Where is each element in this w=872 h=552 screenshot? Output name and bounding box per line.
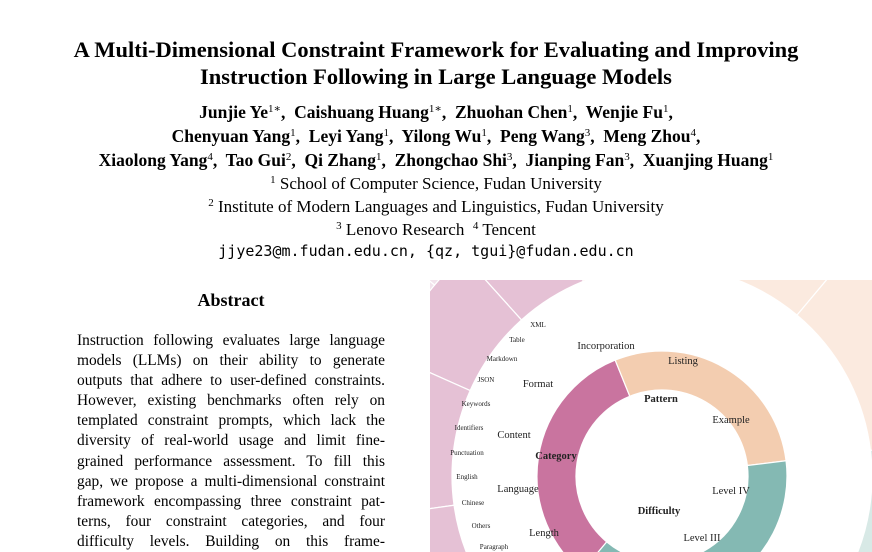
author-sup: 3	[506, 151, 513, 163]
author-list	[0, 100, 872, 172]
author-sup: 3	[584, 127, 591, 139]
author-sup: 1	[383, 127, 389, 139]
label-format: Format	[522, 379, 554, 390]
author-name: Leyi Yang	[308, 126, 384, 146]
author-sup: 4	[690, 127, 696, 139]
abstract-line: terns, four constraint categories, and four	[77, 512, 385, 530]
author-name: Zhuohan Chen	[454, 102, 568, 122]
author-name: Tao Gui	[225, 150, 286, 170]
paper-title	[0, 36, 872, 90]
label-example: Example	[712, 415, 750, 426]
title-line-2: Instruction Following in Large Language Models	[200, 64, 672, 89]
author-line-1: Junjie $Ye^{1∗}$, Caishuang Huang$^{1∗}$, Zhuohan Chen$^1$, Wenjie Fu$^1$,	[199, 102, 673, 122]
author-sup: 1∗	[268, 103, 282, 115]
author-sup: 1	[662, 103, 669, 115]
label-keywords: Keywords	[461, 400, 491, 408]
author-line-2: Chenyuan Yang$^1$, Leyi Yang$^1$, Yilong Wu$^1$, Peng Wang$^3$, Meng Zhou$^4$,	[171, 126, 701, 146]
abstract-line: Instruction following evaluates large language	[77, 332, 385, 349]
wedge-example	[797, 280, 872, 450]
author-name: Xiaolong Yang	[98, 150, 208, 170]
constraint-sunburst-figure	[430, 280, 872, 552]
label-identifiers: Identifiers	[454, 424, 484, 432]
sunburst-labels	[450, 321, 750, 551]
label-length: Length	[529, 528, 559, 539]
author-name: Wenjie Fu	[585, 102, 663, 122]
author-name: Meng Zhou	[603, 126, 691, 146]
author-name: Zhongchao Shi	[394, 150, 507, 170]
author-sup: 1	[767, 151, 774, 163]
author-sup: 1	[567, 103, 573, 115]
author-sup: 1	[375, 151, 382, 163]
label-table: Table	[509, 336, 525, 344]
affiliation-1: $^1$ School of Computer Science, Fudan University	[270, 174, 602, 193]
author-line-3: Xiaolong Yang$^4$, Tao Gui$^2$, Qi Zhang$^1$, Zhongchao Shi$^3$, Jianping Fan$^3$, Xuanjing Huang$^1$	[98, 150, 774, 170]
author-sup: 1	[290, 127, 296, 139]
author-name: Xuanjing Huang	[642, 150, 768, 170]
abstract-line: However, existing benchmarks often rely on	[77, 392, 385, 410]
author-sup: 1∗	[428, 103, 442, 115]
label-punctuation: Punctuation	[450, 449, 484, 457]
author-sup: 1	[481, 127, 487, 139]
author-name: Caishuang Huang	[294, 102, 429, 122]
label-english: English	[456, 473, 478, 481]
wedge-pattern	[615, 351, 786, 466]
affiliation-3-4: $^3$ Lenovo Research $^4$ Tencent	[336, 220, 536, 239]
abstract-line: gap, we propose a multi-dimensional constraint	[77, 472, 385, 490]
title-line-1: A Multi-Dimensional Constraint Framework for Evaluating and Improving	[73, 37, 799, 62]
abstract-body	[77, 331, 385, 552]
abstract-line: models (LLMs) on their ability to generate	[77, 352, 385, 370]
label-xml: XML	[530, 321, 546, 329]
label-pattern: Pattern	[644, 394, 678, 405]
author-name: Jianping Fan	[525, 150, 625, 170]
author-name: Qi Zhang	[304, 150, 376, 170]
label-category: Category	[535, 451, 577, 462]
author-sup: 3	[624, 151, 630, 163]
label-content: Content	[497, 430, 531, 441]
label-others: Others	[471, 522, 491, 530]
affiliation-list	[0, 172, 872, 241]
label-level-3: Level III	[683, 533, 721, 544]
author-name: Peng Wang	[500, 126, 585, 146]
affiliation-2: $^2$ Institute of Modern Languages and Linguistics, Fudan University	[208, 197, 664, 216]
label-language: Language	[497, 484, 539, 495]
label-json: JSON	[477, 376, 495, 384]
abstract-line: outputs that adhere to user-defined constraints.	[77, 372, 385, 390]
label-markdown: Markdown	[486, 355, 518, 363]
label-listing: Listing	[668, 356, 698, 367]
author-sup: 2	[285, 151, 292, 163]
label-level-4: Level IV	[712, 486, 750, 497]
abstract-line: framework encompassing three constraint pat-	[77, 492, 385, 510]
wedge-level-4	[852, 440, 872, 552]
author-name: Yilong Wu	[401, 126, 482, 146]
abstract-line: grained performance assessment. To fill this	[77, 452, 385, 470]
author-name: Junjie Ye	[199, 102, 269, 122]
label-incorporation: Incorporation	[577, 341, 635, 352]
contact-email: jjye23@m.fudan.edu.cn, {qz, tgui}@fudan.edu.cn	[218, 242, 634, 260]
abstract-line: templated constraint prompts, which lack the	[77, 412, 385, 430]
label-difficulty: Difficulty	[637, 506, 681, 517]
label-paragraph: Paragraph	[479, 543, 509, 551]
author-sup: 4	[207, 151, 213, 163]
abstract-line: difficulty levels. Building on this frame-	[77, 532, 385, 550]
abstract-heading: Abstract	[197, 290, 265, 310]
label-chinese: Chinese	[461, 499, 485, 507]
author-name: Chenyuan Yang	[171, 126, 291, 146]
abstract-line: diversity of real-world usage and limit fine-	[77, 432, 385, 450]
